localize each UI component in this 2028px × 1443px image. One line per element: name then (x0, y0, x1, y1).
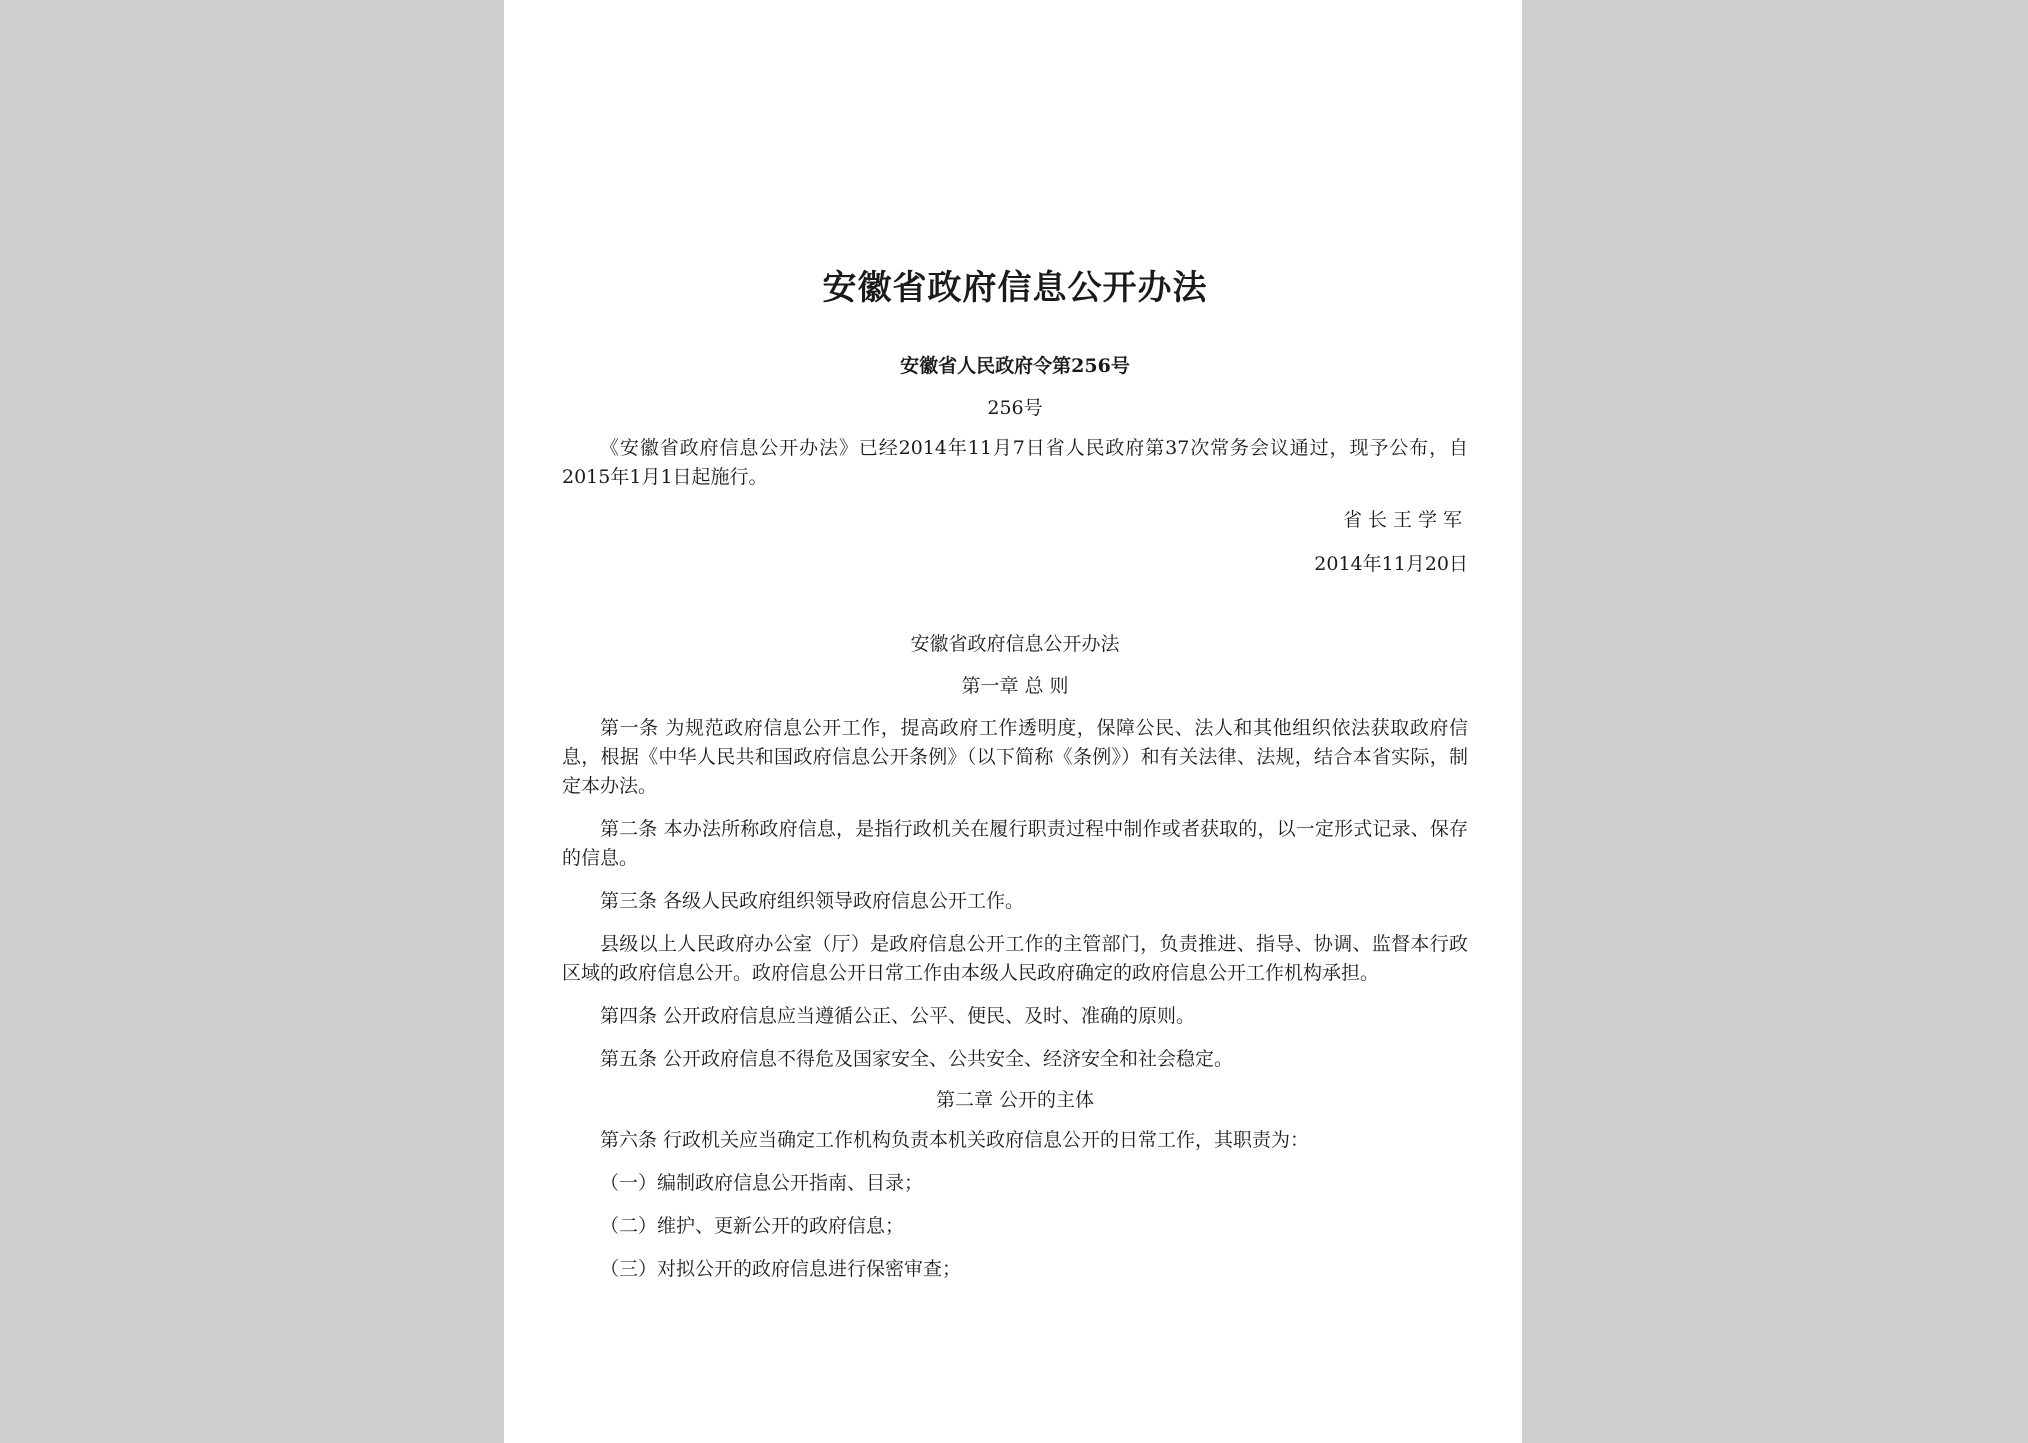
signer: 省长王学军 (1342, 509, 1468, 531)
document-page (504, 0, 1522, 1443)
list-item: （二）维护、更新公开的政府信息； (600, 1215, 905, 1237)
chapter-heading: 第二章 公开的主体 (935, 1089, 1095, 1111)
article-5: 第五条 公开政府信息不得危及国家安全、公共安全、经济安全和社会稳定。 (600, 1048, 1234, 1070)
article-4: 第四条 公开政府信息应当遵循公正、公平、便民、及时、准确的原则。 (600, 1005, 1196, 1027)
sign-date: 2014年11月20日 (1314, 553, 1468, 575)
regulation-title: 安徽省政府信息公开办法 (910, 633, 1120, 655)
article-3: 第三条 各级人民政府组织领导政府信息公开工作。 (600, 890, 1025, 912)
list-item: （一）编制政府信息公开指南、目录； (600, 1172, 924, 1194)
document-title: 安徽省政府信息公开办法 (822, 268, 1208, 308)
article-3-paragraph-2: 县级以上人民政府办公室（厅）是政府信息公开工作的主管部门，负责推进、指导、协调、监督本行政区域的政府信息公开。政府信息公开日常工作由本级人民政府确定的政府信息公开工作机构承担。 (562, 933, 1468, 984)
article-1: 第一条 为规范政府信息公开工作，提高政府工作透明度，保障公民、法人和其他组织依法获取政府信息，根据《中华人民共和国政府信息公开条例》（以下简称《条例》）和有关法律、法规，结合本省实际，制定本办法。 (562, 717, 1468, 797)
list-item: （三）对拟公开的政府信息进行保密审查； (600, 1258, 962, 1280)
promulgation-paragraph: 《安徽省政府信息公开办法》已经2014年11月7日省人民政府第37次常务会议通过，现予公布，自2015年1月1日起施行。 (562, 437, 1468, 488)
decree-heading: 安徽省人民政府令第256号 (900, 355, 1130, 377)
article-6: 第六条 行政机关应当确定工作机构负责本机关政府信息公开的日常工作，其职责为： (600, 1129, 1310, 1151)
document-content (562, 258, 1468, 1284)
decree-number: 256号 (987, 397, 1043, 419)
chapter-heading: 第一章 总 则 (961, 675, 1069, 697)
article-2: 第二条 本办法所称政府信息，是指行政机关在履行职责过程中制作或者获取的，以一定形式记录、保存的信息。 (562, 818, 1468, 869)
